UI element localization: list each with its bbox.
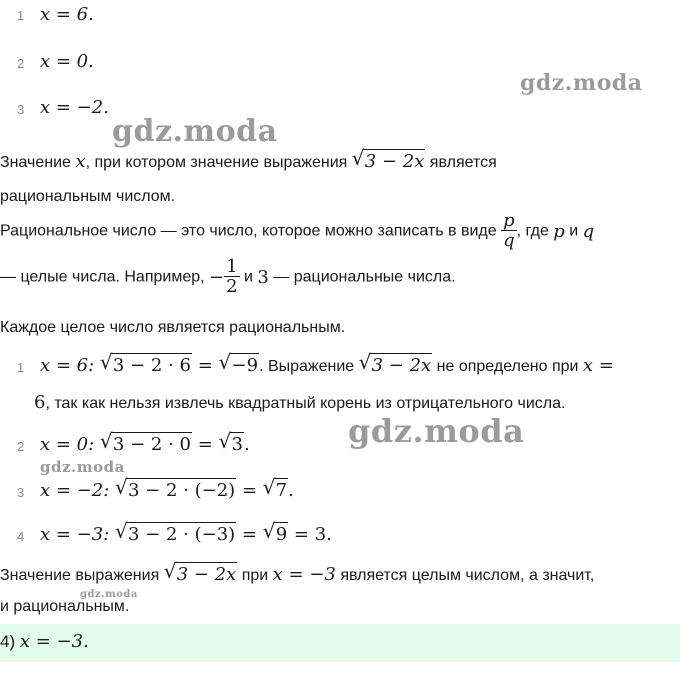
option-number: 3	[17, 102, 25, 117]
check-line: x = 0: √ 3 − 2 · 0 = √ 3.	[40, 432, 250, 455]
check-line: x = 6: √ 3 − 2 · 6 = √ −9. Выражение √ 3 − 2x не определено при x =	[40, 353, 614, 376]
question-text: Значение x, при котором значение выражения √ 3 − 2x является	[0, 149, 497, 172]
check-number: 1	[17, 360, 25, 375]
check-number: 2	[17, 439, 25, 454]
watermark: gdz.moda	[80, 589, 138, 600]
watermark: gdz.moda	[348, 412, 525, 450]
watermark: gdz.moda	[520, 70, 643, 96]
sqrt-expression: √ 3 − 2x	[352, 149, 426, 172]
option-expression: x = −2.	[40, 97, 109, 118]
option-number: 2	[17, 56, 25, 71]
check-number: 3	[17, 485, 25, 500]
option-number: 1	[17, 8, 25, 23]
check-number: 4	[17, 529, 25, 544]
answer-box	[0, 624, 680, 662]
answer-expression: x = −3.	[19, 631, 89, 652]
check-line-continuation: 6, так как нельзя извлечь квадратный корень из отрицательного числа.	[34, 392, 566, 413]
option-expression: x = 0.	[40, 51, 94, 72]
answer-label: 4)	[0, 632, 20, 651]
fraction-p-over-q: $\frac{p}{q}$	[503, 210, 515, 251]
integer-note: Каждое целое число является рациональным.	[0, 319, 346, 336]
watermark: gdz.moda	[40, 458, 125, 476]
question-text-line2: рациональным числом.	[0, 188, 176, 205]
option-expression: x = 6.	[40, 4, 94, 25]
fraction-one-half: $\frac{1}{2}$	[226, 256, 238, 297]
definition-text: Рациональное число — это число, которое можно записать в виде $\frac{p}{q}$ , где p и q	[0, 210, 595, 251]
check-line: x = −3: √ 3 − 2 · (−3) = √ 9 = 3.	[40, 522, 332, 545]
conclusion-text: Значение выражения √ 3 − 2x при x = −3 является целым числом, а значит,	[0, 562, 594, 585]
watermark: gdz.moda	[112, 114, 278, 149]
conclusion-text-line2: и рациональным.	[0, 598, 130, 615]
check-line: x = −2: √ 3 − 2 · (−2) = √ 7.	[40, 478, 294, 501]
definition-text-line2: — целые числа. Например, − $\frac{1}{2}$ и 3 — рациональные числа.	[0, 256, 456, 297]
